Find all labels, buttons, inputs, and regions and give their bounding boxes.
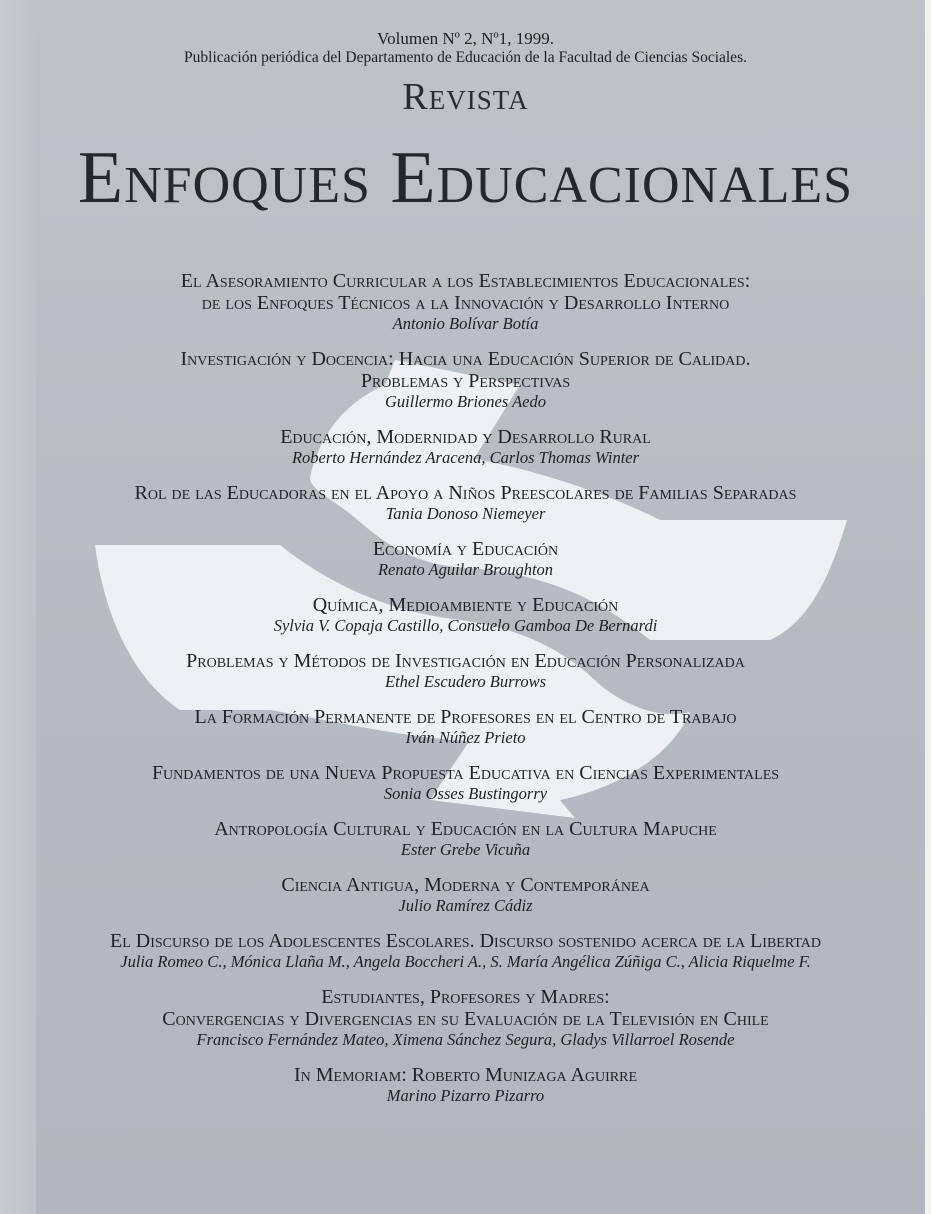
article-authors: Francisco Fernández Mateo, Ximena Sánchez Segura, Gladys Villarroel Rosende [196, 1030, 735, 1049]
toc-entry [0, 426, 931, 468]
article-title: Fundamentos de una Nueva Propuesta Educativa en Ciencias Experimentales [151, 762, 780, 784]
article-authors: Sylvia V. Copaja Castillo, Consuelo Gamboa De Bernardi [273, 616, 658, 635]
article-authors: Tania Donoso Niemeyer [385, 504, 546, 523]
article-title: El Asesoramiento Curricular a los Establecimientos Educacionales: [180, 270, 751, 292]
article-title: El Discurso de los Adolescentes Escolares. Discurso sostenido acerca de la Libertad [110, 930, 821, 952]
revista-label: Revista [402, 76, 529, 118]
article-title: Química, Medioambiente y Educación [312, 594, 619, 616]
article-authors: Antonio Bolívar Botía [392, 314, 539, 333]
article-title: Educación, Modernidad y Desarrollo Rural [280, 426, 651, 448]
article-title: Problemas y Métodos de Investigación en Educación Personalizada [186, 650, 745, 672]
toc-entry [0, 706, 931, 748]
article-title: Problemas y Perspectivas [360, 370, 571, 392]
article-title: Estudiantes, Profesores y Madres: [321, 986, 610, 1008]
toc-entry [0, 874, 931, 916]
toc-entry [0, 270, 931, 334]
article-authors: Julia Romeo C., Mónica Llaña M., Angela Boccheri A., S. María Angélica Zúñiga C., Alicia Riquelme F. [120, 952, 811, 971]
article-authors: Marino Pizarro Pizarro [386, 1086, 545, 1105]
table-of-contents [0, 270, 931, 1120]
toc-entry [0, 650, 931, 692]
article-authors: Ester Grebe Vicuña [400, 840, 531, 859]
article-title: Rol de las Educadoras en el Apoyo a Niños Preescolares de Familias Separadas [134, 482, 797, 504]
article-authors: Roberto Hernández Aracena, Carlos Thomas Winter [291, 448, 640, 467]
publisher-line: Publicación periódica del Departamento de Educación de la Facultad de Ciencias Sociales. [184, 49, 747, 66]
article-title: Antropología Cultural y Educación en la Cultura Mapuche [214, 818, 717, 840]
toc-entry [0, 482, 931, 524]
article-authors: Sonia Osses Bustingorry [383, 784, 548, 803]
toc-entry [0, 818, 931, 860]
masthead [0, 30, 931, 117]
journal-title: Enfoques Educacionales [77, 137, 854, 219]
article-authors: Iván Núñez Prieto [405, 728, 526, 747]
article-title: La Formación Permanente de Profesores en el Centro de Trabajo [194, 706, 737, 728]
toc-entry [0, 930, 931, 972]
article-authors: Renato Aguilar Broughton [377, 560, 554, 579]
article-authors: Guillermo Briones Aedo [384, 392, 546, 411]
volume-info: Volumen Nº 2, Nº1, 1999. [377, 29, 554, 48]
article-title: Economía y Educación [372, 538, 559, 560]
toc-entry [0, 762, 931, 804]
toc-entry [0, 1064, 931, 1106]
article-title: Convergencias y Divergencias en su Evaluación de la Televisión en Chile [162, 1008, 769, 1030]
toc-entry [0, 986, 931, 1050]
article-title: In Memoriam: Roberto Munizaga Aguirre [293, 1064, 638, 1086]
toc-entry [0, 538, 931, 580]
toc-entry [0, 594, 931, 636]
article-title: Investigación y Docencia: Hacia una Educación Superior de Calidad. [180, 348, 751, 370]
article-title: de los Enfoques Técnicos a la Innovación y Desarrollo Interno [201, 292, 730, 314]
toc-entry [0, 348, 931, 412]
article-authors: Julio Ramírez Cádiz [398, 896, 533, 915]
article-title: Ciencia Antigua, Moderna y Contemporánea [281, 874, 650, 896]
article-authors: Ethel Escudero Burrows [384, 672, 546, 691]
